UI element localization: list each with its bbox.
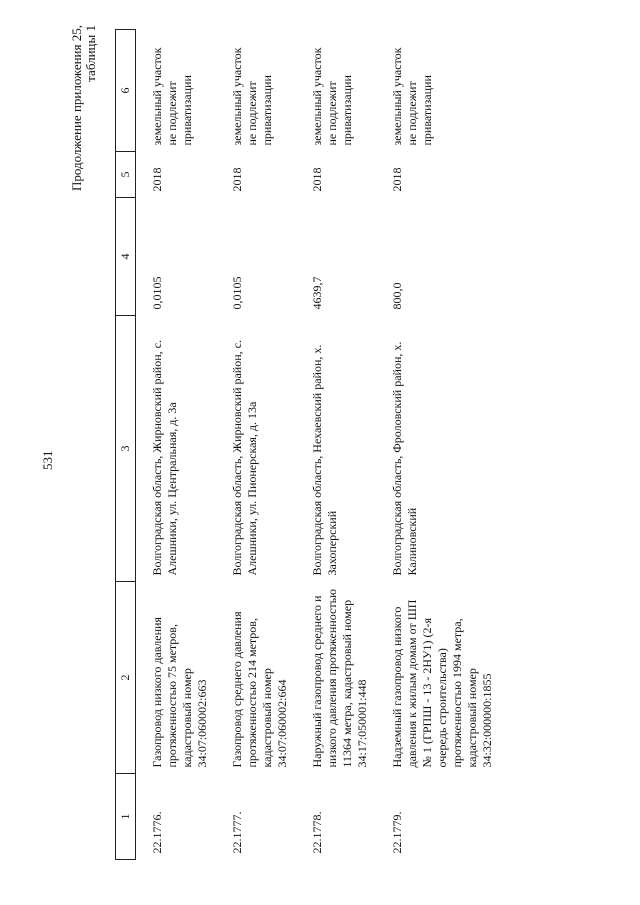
year: 2018 bbox=[310, 167, 324, 192]
object-name: Газопровод среднего давления протяженностью 214 метров, кадастровый номер 34:07:060002:664 bbox=[230, 611, 289, 768]
table-row bbox=[136, 30, 217, 860]
privatization-note: земельный участок не подлежит приватизации bbox=[230, 47, 274, 146]
col-header-4: 4 bbox=[116, 198, 136, 316]
data-table bbox=[115, 29, 501, 860]
object-name: Газопровод низкого давления протяженностью 75 метров, кадастровый номер 34:07:060002:663 bbox=[150, 617, 209, 768]
privatization-note: земельный участок не подлежит приватизации bbox=[310, 47, 354, 146]
row-number: 22.1777. bbox=[230, 811, 244, 854]
col-header-5: 5 bbox=[116, 152, 136, 198]
continuation-line-1: Продолжение приложения 25, bbox=[69, 25, 84, 192]
privatization-note: земельный участок не подлежит приватизации bbox=[150, 47, 194, 146]
col-header-1: 1 bbox=[116, 774, 136, 860]
continuation-line-2: таблицы 1 bbox=[83, 25, 98, 82]
object-name: Надземный газопровод низкого давления к жилым домам от ШП № 1 (ГРПШ - 13 - 2НУ1) (2-я очередь строительства) протяженностью 1994 метра, кадастровый номер 34:32:000000:1855 bbox=[390, 599, 494, 768]
land-area: 4639,7 bbox=[310, 276, 324, 310]
object-address: Волгоградская область, Жирновский район, с. Алешники, ул. Центральная, д. 3а bbox=[150, 340, 179, 576]
table-row bbox=[376, 30, 501, 860]
land-area: 800,0 bbox=[390, 282, 404, 310]
object-address: Волгоградская область, Нехаевский район, х. Захоперский bbox=[310, 344, 339, 576]
object-name: Наружный газопровод среднего и низкого давления протяженностью 11364 метра, кадастровый номер 34:17:050001:448 bbox=[310, 588, 369, 768]
land-area: 0,0105 bbox=[150, 276, 164, 310]
year: 2018 bbox=[230, 167, 244, 192]
row-number: 22.1778. bbox=[310, 811, 324, 854]
privatization-note: земельный участок не подлежит приватизации bbox=[390, 47, 434, 146]
object-address: Волгоградская область, Фроловский район, х. Калиновский bbox=[390, 341, 419, 576]
row-number: 22.1776. bbox=[150, 811, 164, 854]
table-row bbox=[296, 30, 376, 860]
col-header-2: 2 bbox=[116, 582, 136, 774]
col-header-3: 3 bbox=[116, 316, 136, 582]
object-address: Волгоградская область, Жирновский район, с. Алешники, ул. Пионерская, д. 13а bbox=[230, 340, 259, 576]
table-row bbox=[216, 30, 296, 860]
continuation-caption bbox=[70, 25, 98, 385]
year: 2018 bbox=[390, 167, 404, 192]
page-number: 531 bbox=[40, 450, 55, 470]
column-number-row bbox=[116, 30, 136, 860]
land-area: 0,0105 bbox=[230, 276, 244, 310]
year: 2018 bbox=[150, 167, 164, 192]
row-number: 22.1779. bbox=[390, 811, 404, 854]
col-header-6: 6 bbox=[116, 30, 136, 152]
